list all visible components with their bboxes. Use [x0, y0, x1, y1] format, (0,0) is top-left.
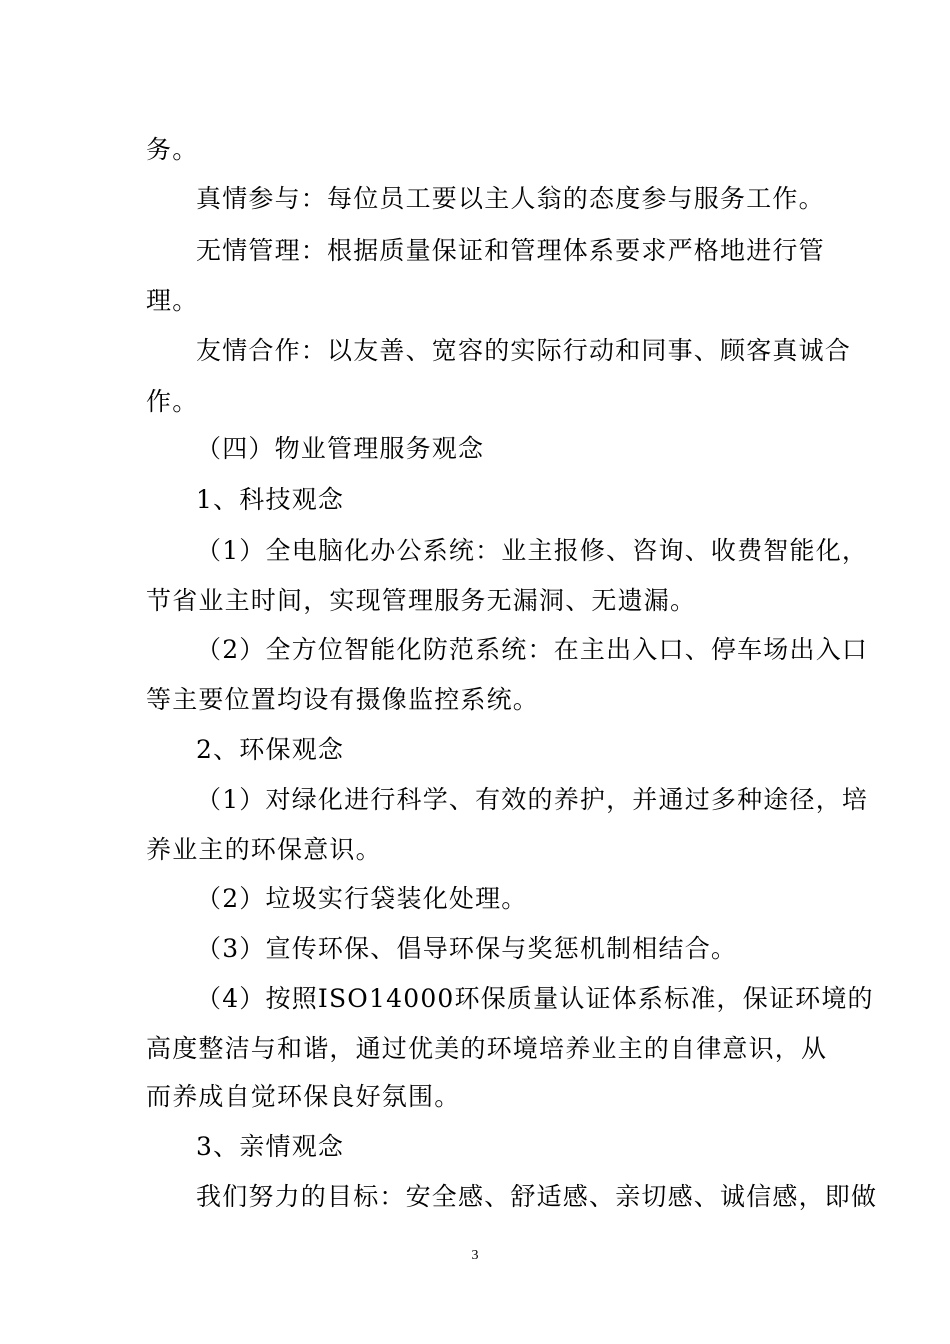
- text-line-14: （1）对绿化进行科学、有效的养护，并通过多种途径，培: [196, 785, 869, 814]
- text-line-16: （2）垃圾实行袋装化处理。: [196, 884, 528, 913]
- text-line-20: 而养成自觉环保良好氛围。: [146, 1082, 461, 1111]
- subheading-environment: 2、环保观念: [196, 735, 345, 764]
- text-line-6: 作。: [146, 387, 199, 416]
- text-line-12: 等主要位置均设有摄像监控系统。: [146, 685, 540, 714]
- text-line-2: 真情参与：每位员工要以主人翁的态度参与服务工作。: [196, 184, 825, 213]
- text-line-11: （2）全方位智能化防范系统：在主出入口、停车场出入口: [196, 635, 869, 664]
- section-heading-4: （四）物业管理服务观念: [196, 434, 485, 463]
- text-line-18: （4）按照ISO14000环保质量认证体系标准，保证环境的: [196, 984, 874, 1013]
- subheading-technology: 1、科技观念: [196, 485, 345, 514]
- text-line-15: 养业主的环保意识。: [146, 835, 382, 864]
- text-line-19: 高度整洁与和谐，通过优美的环境培养业主的自律意识，从: [146, 1034, 828, 1063]
- text-line-9: （1）全电脑化办公系统：业主报修、咨询、收费智能化，: [196, 536, 869, 565]
- text-line-3: 无情管理：根据质量保证和管理体系要求严格地进行管: [196, 236, 825, 265]
- text-line-5: 友情合作：以友善、宽容的实际行动和同事、顾客真诚合: [196, 336, 852, 365]
- subheading-affection: 3、亲情观念: [196, 1132, 345, 1161]
- page-number: 3: [471, 1248, 479, 1263]
- text-line-4: 理。: [146, 286, 199, 315]
- text-line-10: 节省业主时间，实现管理服务无漏洞、无遗漏。: [146, 586, 697, 615]
- text-line-17: （3）宣传环保、倡导环保与奖惩机制相结合。: [196, 934, 738, 963]
- text-line-1: 务。: [146, 135, 199, 164]
- text-line-22: 我们努力的目标：安全感、舒适感、亲切感、诚信感，即做: [196, 1182, 878, 1211]
